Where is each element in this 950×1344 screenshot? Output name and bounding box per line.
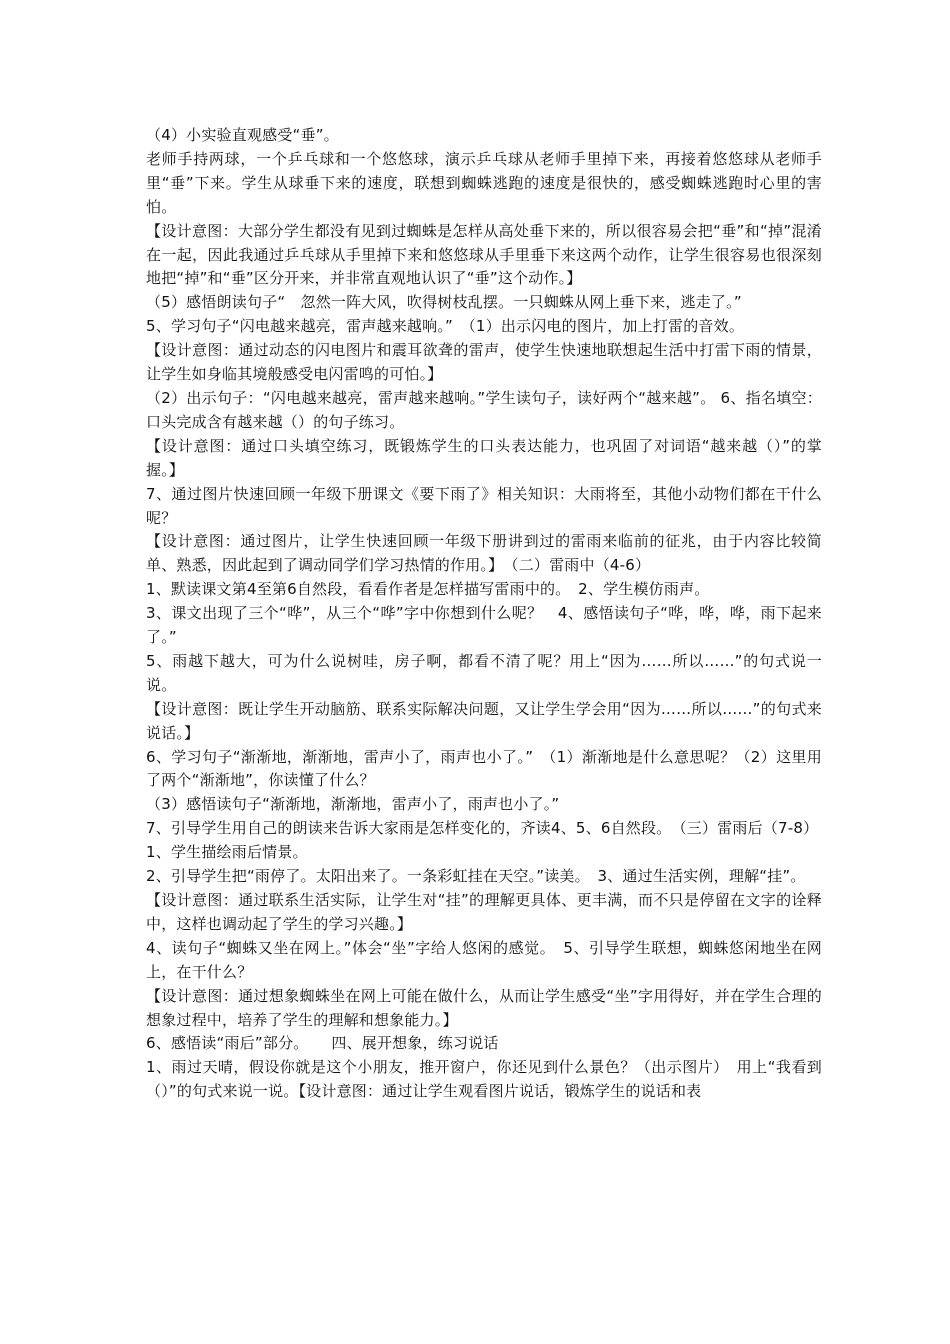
paragraph-review-lesson: 7、通过图片快速回顾一年级下册课文《要下雨了》相关知识：大雨将至，其他小动物们都在干什么呢？ [146, 484, 822, 527]
paragraph-spider-sits: 4、读句子“蜘蛛又坐在网上。”体会“坐”字给人悠闲的感觉。 5、引导学生联想，蜘蛛悠闲地坐在网上，在干什么？ [146, 938, 822, 981]
paragraph-speaking-practice: 1、雨过天晴，假设你就是这个小朋友，推开窗户，你还见到什么景色？（出示图片） 用上“我看到（）”的句式来说一说。【设计意图：通过让学生观看图片说话，锻炼学生的说话和表 [146, 1058, 822, 1101]
paragraph-design-intent-gua: 【设计意图：通过联系生活实际，让学生对“挂”的理解更具体、更丰满，而不只是停留在文字的诠释中，这样也调动起了学生的学习兴趣。】 [146, 891, 822, 933]
paragraph-design-intent-fill-blank: 【设计意图：通过口头填空练习，既锻炼学生的口头表达能力，也巩固了对词语“越来越（）”的掌握。】 [146, 436, 822, 479]
paragraph-after-rain-scene: 1、学生描绘雨后情景。 [146, 843, 308, 862]
document-page [146, 124, 822, 1104]
paragraph-hua-sound: 3、课文出现了三个“哗”，从三个“哗”字中你想到什么呢？ 4、感悟读句子“哗，哗，哗，雨下起来了。” [146, 604, 822, 647]
paragraph-heavy-rain: 5、雨越下越大，可为什么说树哇，房子啊，都看不清了呢？用上“因为……所以……”的句式说一说。 [146, 651, 822, 694]
paragraph-lightning-sentence: 5、学习句子“闪电越来越亮，雷声越来越响。” （1）出示闪电的图片，加上打雷的音效。 [146, 317, 745, 336]
paragraph-gradually-reading: （3）感悟读句子“渐渐地，渐渐地，雷声小了，雨声也小了。” [146, 795, 560, 814]
paragraph-gradually-sentence: 6、学习句子“渐渐地，渐渐地，雷声小了，雨声也小了。” （1）渐渐地是什么意思呢？（2）这里用了两个“渐渐地”，你读懂了什么？ [146, 747, 822, 790]
paragraph-after-rain-reading: 6、感悟读“雨后”部分。 四、展开想象，练习说话 [146, 1034, 499, 1053]
paragraph-experiment-heading: （4）小实验直观感受“垂”。 [146, 126, 339, 144]
paragraph-design-intent-review: 【设计意图：通过图片，让学生快速回顾一年级下册讲到过的雷雨来临前的征兆，由于内容比较简单、熟悉，因此起到了调动同学们学习热情的作用。】 （二）雷雨中（4-6） [146, 532, 822, 575]
paragraph-read-sentence-wind: （5）感悟朗读句子“ 忽然一阵大风，吹得树枝乱摆。一只蜘蛛从网上垂下来，逃走了。” [146, 293, 742, 312]
paragraph-design-intent-zuo: 【设计意图：通过想象蜘蛛坐在网上可能在做什么，从而让学生感受“坐”字用得好，并在学生合理的想象过程中，培养了学生的理解和想象能力。】 [146, 986, 822, 1029]
paragraph-show-sentence: （2）出示句子：“闪电越来越亮，雷声越来越响。”学生读句子，读好两个“越来越”。 6、指名填空：口头完成含有越来越（）的句子练习。 [146, 388, 822, 431]
paragraph-design-intent-because: 【设计意图：既让学生开动脑筋、联系实际解决问题，又让学生学会用“因为……所以……”的句式来说话。】 [146, 699, 822, 742]
paragraph-group-reading: 7、引导学生用自己的朗读来告诉大家雨是怎样变化的，齐读4、5、6自然段。 （三）雷雨后（7-8） [146, 819, 819, 838]
paragraph-rainbow-reading: 2、引导学生把“雨停了。太阳出来了。一条彩虹挂在天空。”读美。 3、通过生活实例，理解“挂”。 [146, 867, 806, 886]
paragraph-design-intent-chui: 【设计意图：大部分学生都没有见到过蜘蛛是怎样从高处垂下来的，所以很容易会把“垂”和“掉”混淆在一起，因此我通过乒乓球从手里掉下来和悠悠球从手里垂下来这两个动作，让学生很容易也很深刻地把“掉”和“垂”区分开来，并非常直观地认识了“垂”这个动作。】 [146, 221, 822, 288]
paragraph-design-intent-lightning: 【设计意图：通过动态的闪电图片和震耳欲聋的雷声，使学生快速地联想起生活中打雷下雨的情景，让学生如身临其境般感受电闪雷鸣的可怕。】 [146, 341, 822, 384]
paragraph-silent-reading: 1、默读课文第4至第6自然段，看看作者是怎样描写雷雨中的。 2、学生模仿雨声。 [146, 580, 710, 599]
paragraph-experiment-description: 老师手持两球，一个乒乓球和一个悠悠球，演示乒乓球从老师手里掉下来，再接着悠悠球从老师手里“垂”下来。学生从球垂下来的速度，联想到蜘蛛逃跑的速度是很快的，感受蜘蛛逃跑时心里的害怕。 [146, 149, 822, 216]
